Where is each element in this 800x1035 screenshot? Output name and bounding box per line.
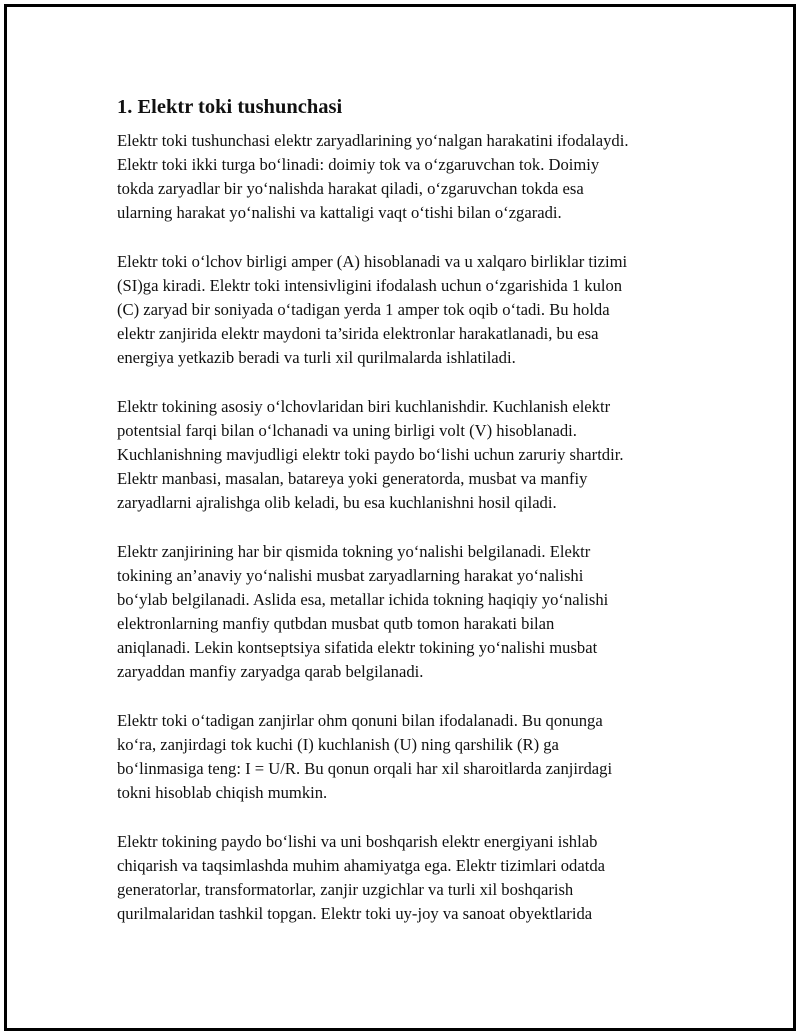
paragraph-5 [117,709,697,805]
text-line: Elektr toki o‘lchov birligi amper (A) hisoblanadi va u xalqaro birliklar tizimi [117,252,628,271]
text-line: Elektr toki tushunchasi elektr zaryadlarining yo‘nalgan harakatini ifodalaydi. [117,131,629,150]
text-line: zaryaddan manfiy zaryadga qarab belgilanadi. [117,662,424,681]
text-line: Elektr tokining paydo bo‘lishi va uni boshqarish elektr energiyani ishlab [117,832,598,851]
text-line: (C) zaryad bir soniyada o‘tadigan yerda 1 amper tok oqib o‘tadi. Bu holda [117,300,610,319]
section-title: 1. Elektr toki tushunchasi [117,96,343,118]
text-line: generatorlar, transformatorlar, zanjir uzgichlar va turli xil boshqarish [117,880,574,899]
text-line: Elektr manbasi, masalan, batareya yoki generatorda, musbat va manfiy [117,469,588,488]
paragraph-6 [117,830,697,926]
text-line: Elektr tokining asosiy o‘lchovlaridan biri kuchlanishdir. Kuchlanish elektr [117,397,611,416]
text-line: aniqlanadi. Lekin kontseptsiya sifatida elektr tokining yo‘nalishi musbat [117,638,598,657]
text-line: Elektr toki o‘tadigan zanjirlar ohm qonuni bilan ifodalanadi. Bu qonunga [117,711,603,730]
text-line: Kuchlanishning mavjudligi elektr toki paydo bo‘lishi uchun zaruriy shartdir. [117,445,624,464]
text-line: tokda zaryadlar bir yo‘nalishda harakat qiladi, o‘zgaruvchan tokda esa [117,179,584,198]
text-line: Elektr zanjirining har bir qismida tokning yo‘nalishi belgilanadi. Elektr [117,542,591,561]
text-line: Elektr toki ikki turga bo‘linadi: doimiy tok va o‘zgaruvchan tok. Doimiy [117,155,600,174]
text-line: elektr zanjirida elektr maydoni ta’sirida elektronlar harakatlanadi, bu esa [117,324,599,343]
paragraph-3 [117,395,697,515]
text-line: qurilmalaridan tashkil topgan. Elektr toki uy-joy va sanoat obyektlarida [117,904,593,923]
text-line: tokining an’anaviy yo‘nalishi musbat zaryadlarning harakat yo‘nalishi [117,566,584,585]
text-line: zaryadlarni ajralishga olib keladi, bu esa kuchlanishni hosil qiladi. [117,493,557,512]
text-line: bo‘ylab belgilanadi. Aslida esa, metallar ichida tokning haqiqiy yo‘nalishi [117,590,609,609]
text-line: chiqarish va taqsimlashda muhim ahamiyatga ega. Elektr tizimlari odatda [117,856,605,875]
paragraph-4 [117,540,697,684]
paragraph-1 [117,129,697,225]
text-line: (SI)ga kiradi. Elektr toki intensivligini ifodalash uchun o‘zgarishida 1 kulon [117,276,623,295]
paragraph-2 [117,250,697,370]
text-line: tokni hisoblab chiqish mumkin. [117,783,328,802]
text-line: ko‘ra, zanjirdagi tok kuchi (I) kuchlanish (U) ning qarshilik (R) ga [117,735,559,754]
text-line: potentsial farqi bilan o‘lchanadi va uning birligi volt (V) hisoblanadi. [117,421,577,440]
text-line: energiya yetkazib beradi va turli xil qurilmalarda ishlatiladi. [117,348,516,367]
document-body [117,94,697,951]
text-line: elektronlarning manfiy qutbdan musbat qutb tomon harakati bilan [117,614,555,633]
paragraph-list [117,129,697,926]
text-line: bo‘linmasiga teng: I = U/R. Bu qonun orqali har xil sharoitlarda zanjirdagi [117,759,613,778]
text-line: ularning harakat yo‘nalishi va kattaligi vaqt o‘tishi bilan o‘zgaradi. [117,203,562,222]
